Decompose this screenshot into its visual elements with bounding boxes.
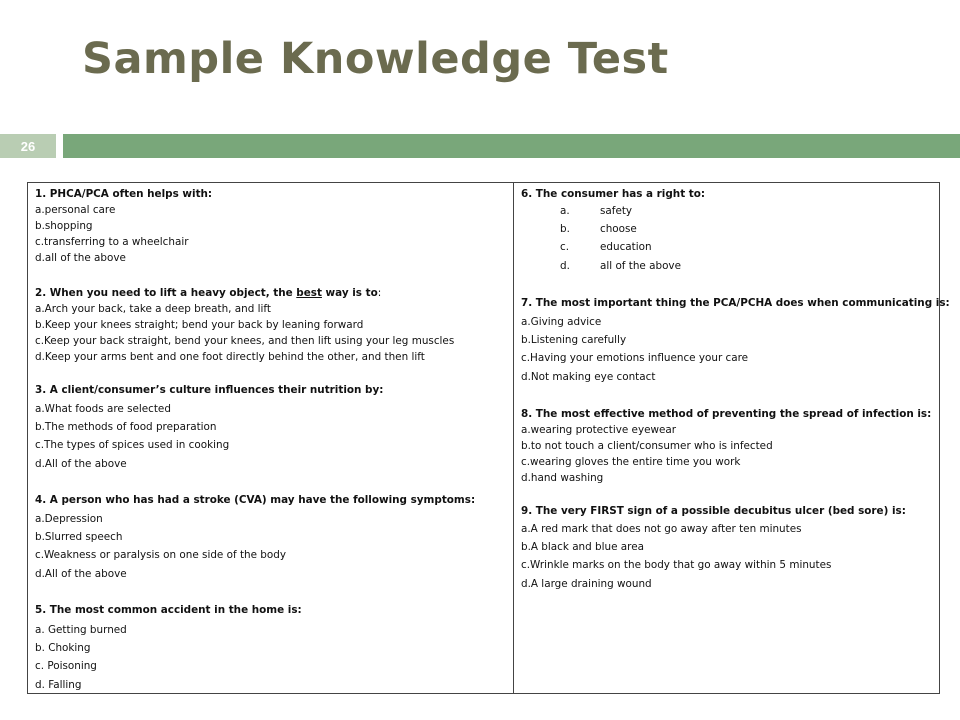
option-a: a. Getting burned xyxy=(35,624,127,637)
option-letter: c. xyxy=(560,241,570,254)
emphasis-word: best xyxy=(296,287,322,299)
option-d: d.all of the above xyxy=(35,252,126,264)
option-c: c.Having your emotions influence your care xyxy=(521,352,749,365)
left-column xyxy=(28,183,514,693)
option-a: a.A red mark that does not go away after ten minutes xyxy=(521,523,802,536)
question-text xyxy=(35,285,454,301)
option-letter: a. xyxy=(560,205,570,218)
option-b: b. Choking xyxy=(35,642,91,655)
question-6 xyxy=(521,186,705,275)
option-d: d.All of the above xyxy=(35,567,127,580)
question-8 xyxy=(521,406,931,486)
question-text: 7. The most important thing the PCA/PCHA does when communicating is: xyxy=(521,297,950,309)
option-c: c.The types of spices used in cooking xyxy=(35,439,230,452)
question-text: 1. PHCA/PCA often helps with: xyxy=(35,188,213,200)
question-text: 6. The consumer has a right to: xyxy=(521,188,706,200)
question-text: 4. A person who has had a stroke (CVA) may have the following symptoms: xyxy=(35,494,476,506)
option-d: d.Not making eye contact xyxy=(521,370,656,383)
option-d: d.A large draining wound xyxy=(521,577,652,590)
quiz-table xyxy=(27,182,950,694)
option-c: c.Wrinkle marks on the body that go away within 5 minutes xyxy=(521,559,832,572)
question-2 xyxy=(35,285,454,365)
option-b xyxy=(560,220,705,238)
header-band xyxy=(63,134,960,158)
option-d xyxy=(560,257,705,275)
question-text-end: way is to xyxy=(321,287,378,299)
option-c: c.Keep your back straight, bend your knees, and then lift using your leg muscles xyxy=(35,335,455,347)
question-9 xyxy=(521,503,906,593)
question-3 xyxy=(35,382,383,473)
question-text: 9. The very FIRST sign of a possible decubitus ulcer (bed sore) is: xyxy=(521,505,906,517)
option-a: a.personal care xyxy=(35,204,116,216)
option-c: c.wearing gloves the entire time you work xyxy=(521,456,741,468)
option-d: d.hand washing xyxy=(521,472,604,484)
question-colon: : xyxy=(377,287,382,299)
slide-number: 26 xyxy=(0,134,56,158)
option-b: b.to not touch a client/consumer who is infected xyxy=(521,440,773,452)
slide-title: Sample Knowledge Test xyxy=(82,34,669,84)
question-text-start: 2. When you need to lift a heavy object, the xyxy=(35,287,297,299)
option-a: a.Depression xyxy=(35,513,103,526)
question-text: 3. A client/consumer’s culture influences their nutrition by: xyxy=(35,384,384,396)
option-b: b.Listening carefully xyxy=(521,334,627,347)
option-text: education xyxy=(600,241,652,254)
option-text: choose xyxy=(600,223,637,236)
option-a: a.wearing protective eyewear xyxy=(521,424,677,436)
option-list xyxy=(521,202,705,275)
option-c: c.Weakness or paralysis on one side of the body xyxy=(35,549,286,562)
option-a xyxy=(560,202,705,220)
option-c: c.transferring to a wheelchair xyxy=(35,236,189,248)
option-b: b.Slurred speech xyxy=(35,531,123,544)
right-column xyxy=(514,183,950,693)
option-letter: d. xyxy=(560,259,570,272)
option-b: b.The methods of food preparation xyxy=(35,421,217,434)
option-text: safety xyxy=(600,205,633,218)
question-1 xyxy=(35,186,212,266)
option-a: a.What foods are selected xyxy=(35,403,171,416)
option-text: all of the above xyxy=(600,259,681,272)
question-7 xyxy=(521,295,950,386)
question-text: 8. The most effective method of preventing the spread of infection is: xyxy=(521,408,932,420)
option-c xyxy=(560,238,705,256)
option-d: d.All of the above xyxy=(35,457,127,470)
option-d: d. Falling xyxy=(35,678,82,691)
option-letter: b. xyxy=(560,223,570,236)
option-a: a.Giving advice xyxy=(521,316,602,329)
question-4 xyxy=(35,492,475,583)
question-5 xyxy=(35,602,302,694)
option-b: b.Keep your knees straight; bend your back by leaning forward xyxy=(35,319,364,331)
option-d: d.Keep your arms bent and one foot directly behind the other, and then lift xyxy=(35,351,425,363)
option-b: b.shopping xyxy=(35,220,93,232)
option-b: b.A black and blue area xyxy=(521,541,644,554)
option-c: c. Poisoning xyxy=(35,660,97,673)
option-a: a.Arch your back, take a deep breath, and lift xyxy=(35,303,271,315)
question-text: 5. The most common accident in the home is: xyxy=(35,604,302,616)
